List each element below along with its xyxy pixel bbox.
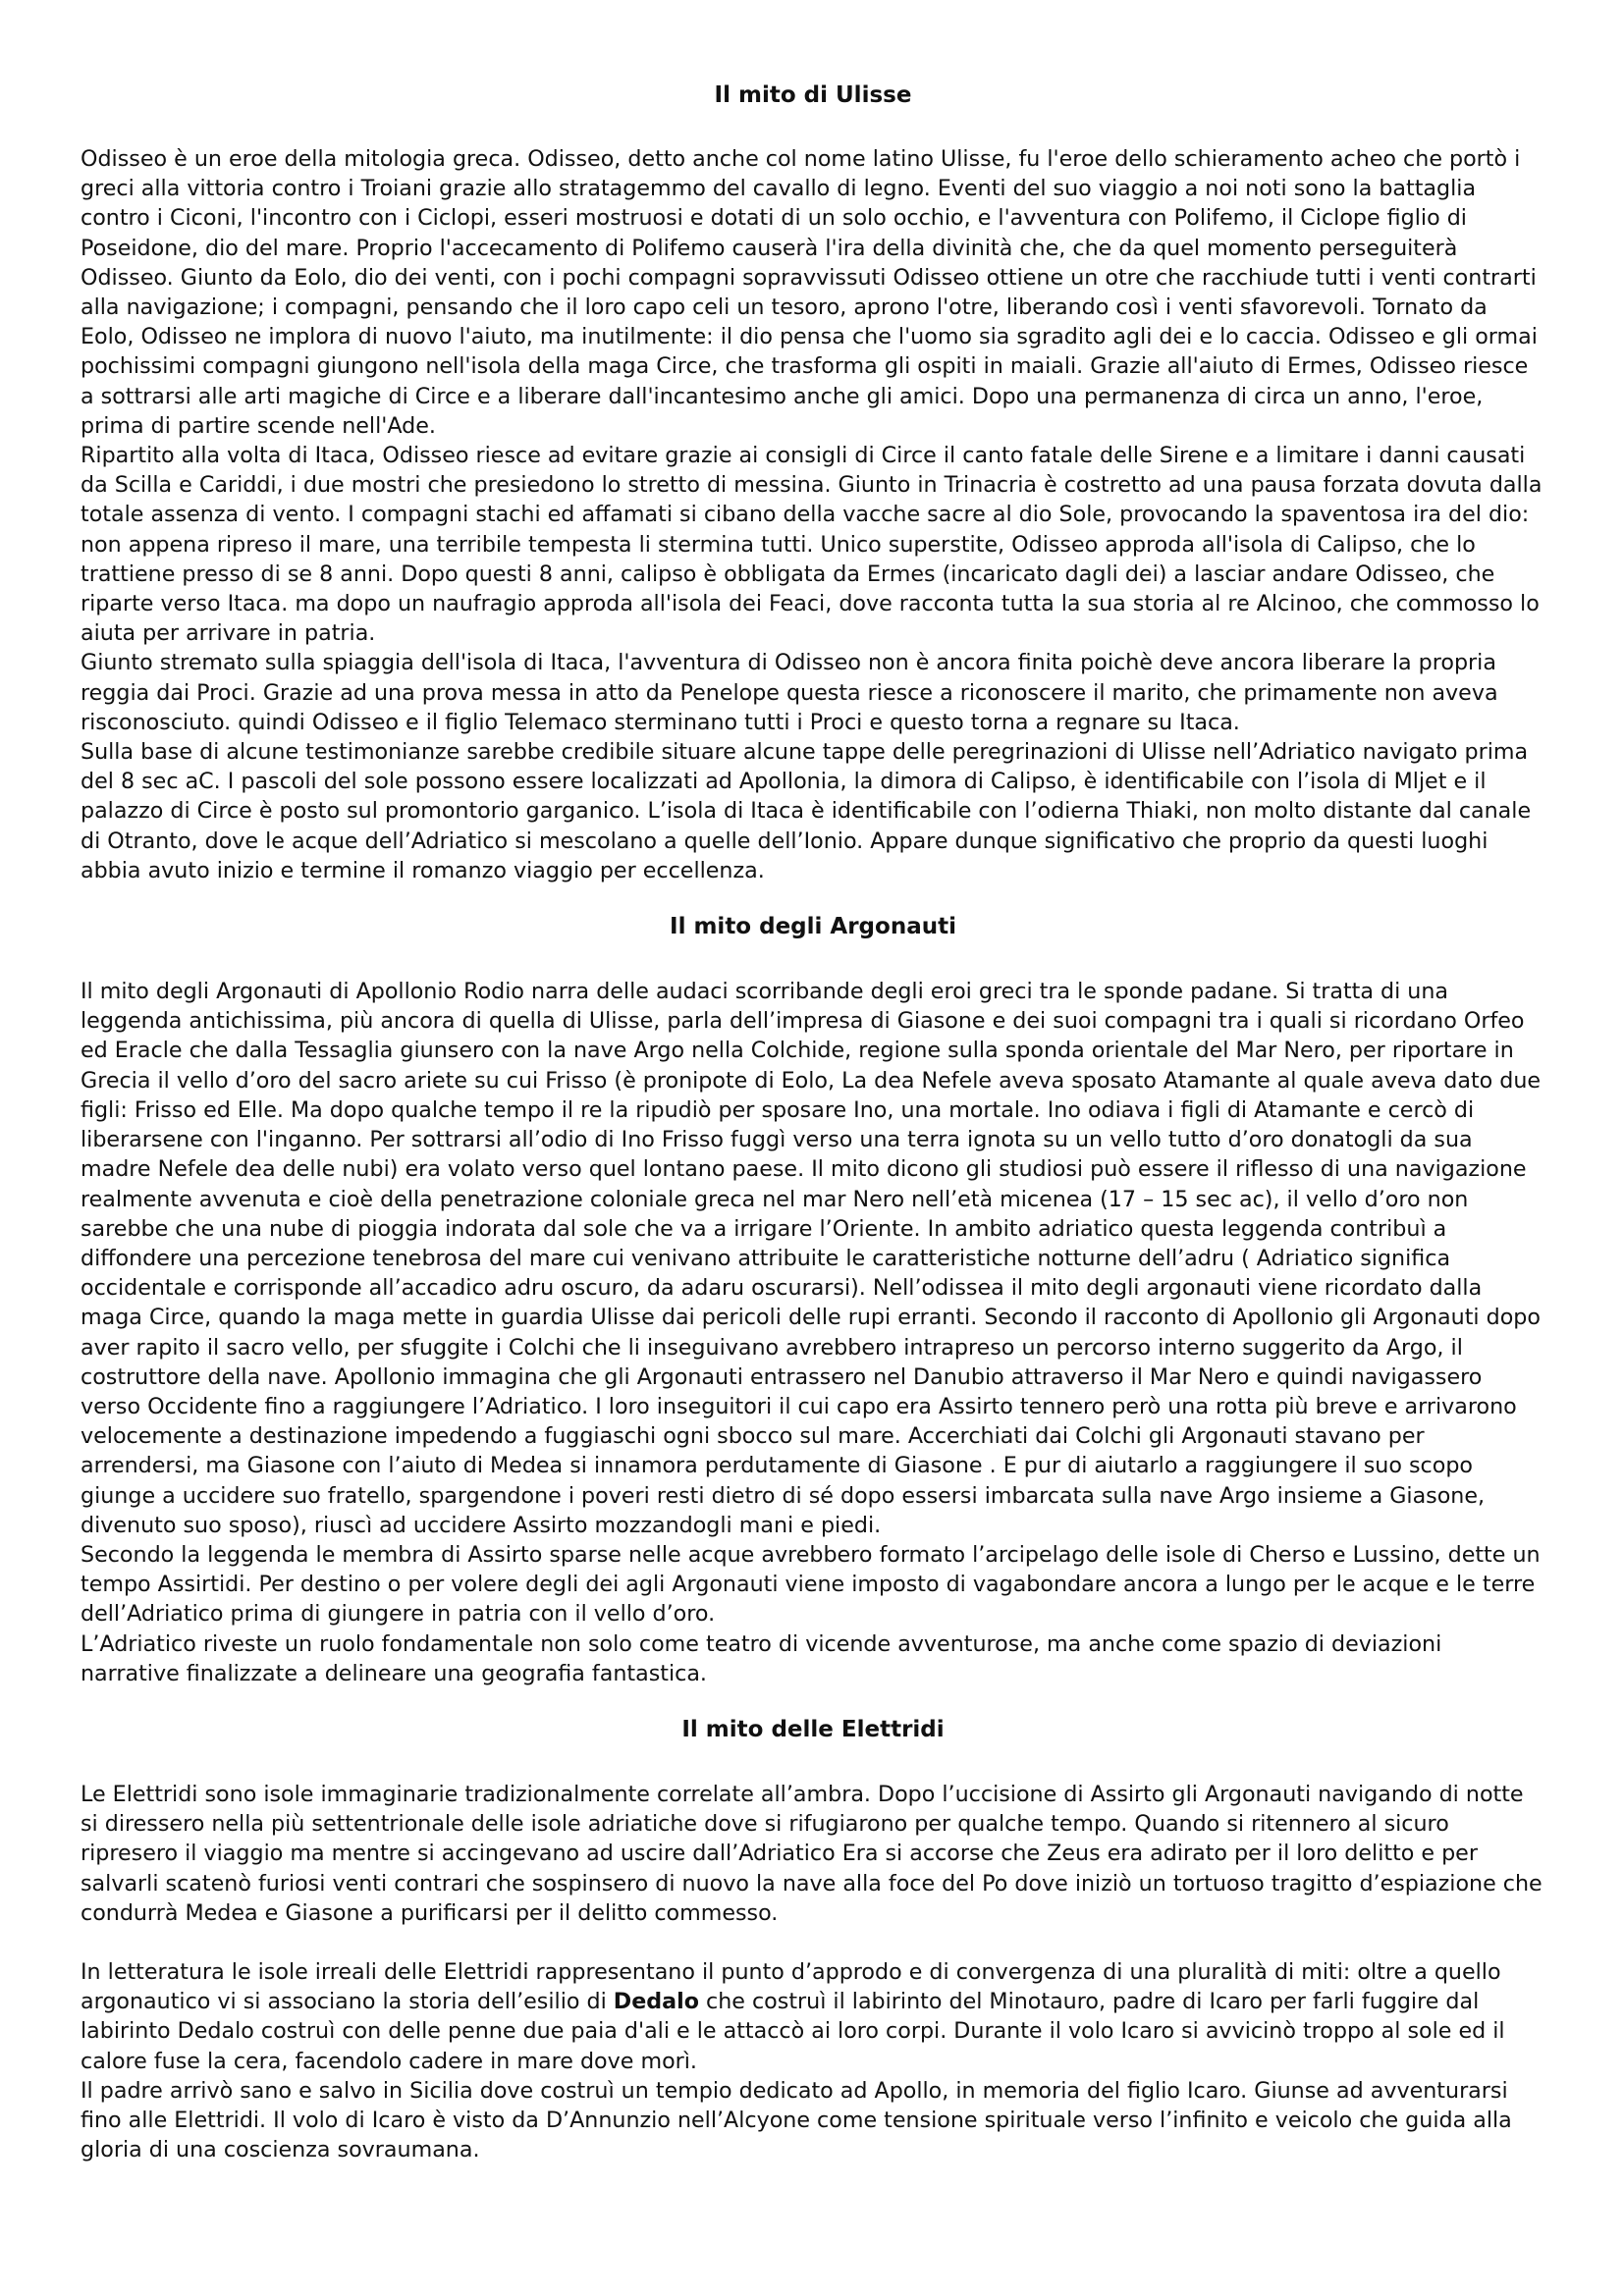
- section-title-ulisse: Il mito di Ulisse: [714, 82, 912, 108]
- document-page: [81, 0, 1545, 2164]
- paragraph-ulisse-4: Sulla base di alcune testimonianze sarebbe credibile situare alcune tappe delle peregrinazioni di Ulisse nell’Adriatico navigato prima del 8 sec aC. I pascoli del sole possono essere localizzati ad Apollonia, la dimora di Calipso, è identificabile con l’isola di Mljet e il palazzo di Circe è posto sul promontorio garganico. L’isola di Itaca è identificabile con l’odierna Thiaki, non molto distante dal canale di Otranto, dove le acque dell’Adriatico si mescolano a quelle dell’Ionio. Appare dunque significativo che proprio da questi luoghi abbia avuto inizio e termine il romanzo viaggio per eccellenza.: [81, 739, 1532, 883]
- paragraph-argonauti-2: Secondo la leggenda le membra di Assirto sparse nelle acque avrebbero formato l’arcipelago delle isole di Cherso e Lussino, dette un tempo Assirtidi. Per destino o per volere degli dei agli Argonauti viene imposto di vagabondare ancora a lungo per le acque e le terre dell’Adriatico prima di giungere in patria con il vello d’oro.: [81, 1541, 1541, 1628]
- paragraph-ulisse-2: Ripartito alla volta di Itaca, Odisseo riesce ad evitare grazie ai consigli di Circe il canto fatale delle Sirene e a limitare i danni causati da Scilla e Cariddi, i due mostri che presiedono lo stretto di messina. Giunto in Trinacria è costretto ad una pausa forzata dovuta dalla totale assenza di vento. I compagni stachi ed affamati si cibano della vacche sacre al dio Sole, provocando la spaventosa ira del dio: non appena ripreso il mare, una terribile tempesta li stermina tutti. Unico superstite, Odisseo approda all'isola di Calipso, che lo trattiene presso di se 8 anni. Dopo questi 8 anni, calipso è obbligata da Ermes (incaricato dagli dei) a lasciar andare Odisseo, che riparte verso Itaca. ma dopo un naufragio approda all'isola dei Feaci, dove racconta tutta la sua storia al re Alcinoo, che commosso lo aiuta per arrivare in patria.: [81, 443, 1543, 647]
- paragraph-argonauti-3: L’Adriatico riveste un ruolo fondamentale non solo come teatro di vicende avventurose, ma anche come spazio di deviazioni narrative finalizzate a delineare una geografia fantastica.: [81, 1630, 1442, 1686]
- paragraph-spacer: [81, 1928, 1545, 1957]
- paragraph-elettridi-3: Il padre arrivò sano e salvo in Sicilia dove costruì un tempio dedicato ad Apollo, in memoria del figlio Icaro. Giunse ad avventurarsi fino alle Elettridi. Il volo di Icaro è visto da D’Annunzio nell’Alcyone come tensione spirituale verso l’infinito e veicolo che guida alla gloria di una coscienza sovraumana.: [81, 2077, 1512, 2163]
- paragraph-elettridi-1: Le Elettridi sono isole immaginarie tradizionalmente correlate all’ambra. Dopo l’uccisione di Assirto gli Argonauti navigando di notte si diressero nella più settentrionale delle isole adriatiche dove si rifugiarono per qualche tempo. Quando si ritennero al sicuro ripresero il viaggio ma mentre si accingevano ad uscire dall’Adriatico Era si accorse che Zeus era adirato per il loro delitto e per salvarli scatenò furiosi venti contrari che sospinsero di nuovo la nave alla foce del Po dove iniziò un tortuoso tragitto d’espiazione che condurrà Medea e Giasone a purificarsi per il delitto commesso.: [81, 1781, 1543, 1926]
- paragraph-elettridi-2-end: che costruì il labirinto del Minotauro, padre di Icaro per farli fuggire dal labirinto Dedalo costruì con delle penne due paia d'ali e le attaccò ai loro corpi. Durante il volo Icaro si avvicinò troppo al sole ed il calore fuse la cera, facendolo cadere in mare dove morì.: [81, 1989, 1505, 2074]
- section-title-argonauti: Il mito degli Argonauti: [670, 914, 956, 940]
- paragraph-ulisse-1: Odisseo è un eroe della mitologia greca. Odisseo, detto anche col nome latino Ulisse, fu l'eroe dello schieramento acheo che portò i greci alla vittoria contro i Troiani grazie allo stratagemmo del cavallo di legno. Eventi del suo viaggio a noi noti sono la battaglia contro i Ciconi, l'incontro con i Ciclopi, esseri mostruosi e dotati di un solo occhio, e l'avventura con Polifemo, il Ciclope figlio di Poseidone, dio del mare. Proprio l'accecamento di Polifemo causerà l'ira della divinità che, che da quel momento perseguiterà Odisseo. Giunto da Eolo, dio dei venti, con i pochi compagni sopravvissuti Odisseo ottiene un otre che racchiude tutti i venti contrarti alla navigazione; i compagni, pensando che il loro capo celi un tesoro, aprono l'otre, liberando così i venti sfavorevoli. Tornato da Eolo, Odisseo ne implora di nuovo l'aiuto, ma inutilmente: il dio pensa che l'uomo sia sgradito agli dei e lo caccia. Odisseo e gli ormai pochissimi compagni giungono nell'isola della maga Circe, che trasforma gli ospiti in maiali. Grazie all'aiuto di Ermes, Odisseo riesce a sottrarsi alle arti magiche di Circe e a liberare dall'incantesimo anche gli amici. Dopo una permanenza di circa un anno, l'eroe, prima di partire scende nell'Ade.: [81, 146, 1538, 439]
- paragraph-argonauti-1: Il mito degli Argonauti di Apollonio Rodio narra delle audaci scorribande degli eroi greci tra le sponde padane. Si tratta di una leggenda antichissima, più ancora di quella di Ulisse, parla dell’impresa di Giasone e dei suoi compagni tra i quali si ricordano Orfeo ed Eracle che dalla Tessaglia giunsero con la nave Argo nella Colchide, regione sulla sponda orientale del Mar Nero, per riportare in Grecia il vello d’oro del sacro ariete su cui Frisso (è pronipote di Eolo, La dea Nefele aveva sposato Atamante al quale aveva dato due figli: Frisso ed Elle. Ma dopo qualche tempo il re la ripudiò per sposare Ino, una mortale. Ino odiava i figli di Atamante e cercò di liberarsene con l'inganno. Per sottrarsi all’odio di Ino Frisso fuggì verso una terra ignota su un vello tutto d’oro donatogli da sua madre Nefele dea delle nubi) era volato verso quel lontano paese. Il mito dicono gli studiosi può essere il riflesso di una navigazione realmente avvenuta e cioè della penetrazione coloniale greca nel mar Nero nell’età micenea (17 – 15 sec ac), il vello d’oro non sarebbe che una nube di pioggia indorata dal sole che va a irrigare l’Oriente. In ambito adriatico questa leggenda contribuì a diffondere una percezione tenebrosa del mare cui venivano attribuite le caratteristiche notturne dell’adru ( Adriatico significa occidentale e corrisponde all’accadico adru oscuro, da adaru oscurarsi). Nell’odissea il mito degli argonauti viene ricordato dalla maga Circe, quando la maga mette in guardia Ulisse dai pericoli delle rupi erranti. Secondo il racconto di Apollonio gli Argonauti dopo aver rapito il sacro vello, per sfuggite i Colchi che li inseguivano avrebbero intrapreso un percorso interno suggerito da Argo, il costruttore della nave. Apollonio immagina che gli Argonauti entrassero nel Danubio attraverso il Mar Nero e quindi navigassero verso Occidente fino a raggiungere l’Adriatico. I loro inseguitori il cui capo era Assirto tennero però una rotta più breve e arrivarono velocemente a destinazione impedendo a fuggiaschi ogni sbocco sul mare. Accerchiati dai Colchi gli Argonauti stavano per arrendersi, ma Giasone con l’aiuto di Medea si innamora perdutamente di Giasone . E pur di aiutarlo a raggiungere il suo scopo giunge a uccidere suo fratello, spargendone i poveri resti dietro di sé dopo essersi imbarcata sulla nave Argo insieme a Giasone, divenuto suo sposo), riuscì ad uccidere Assirto mozzandogli mani e piedi.: [81, 979, 1542, 1538]
- dedalo-bold-term: Dedalo: [613, 1989, 699, 2015]
- paragraph-elettridi-2-start: In letteratura le isole irreali delle Elettridi rappresentano il punto d’approdo e di convergenza di una pluralità di miti: oltre a quello argonautico vi si associano la storia dell’esilio di: [81, 1958, 1501, 2015]
- paragraph-ulisse-3: Giunto stremato sulla spiaggia dell'isola di Itaca, l'avventura di Odisseo non è ancora finita poichè deve ancora liberare la propria reggia dai Proci. Grazie ad una prova messa in atto da Penelope questa riesce a riconoscere il marito, che primamente non aveva risconosciuto. quindi Odisseo e il figlio Telemaco sterminano tutti i Proci e questo torna a regnare su Itaca.: [81, 650, 1498, 735]
- paragraph-elettridi-2: [81, 1957, 1545, 2076]
- section-title-elettridi: Il mito delle Elettridi: [681, 1716, 945, 1742]
